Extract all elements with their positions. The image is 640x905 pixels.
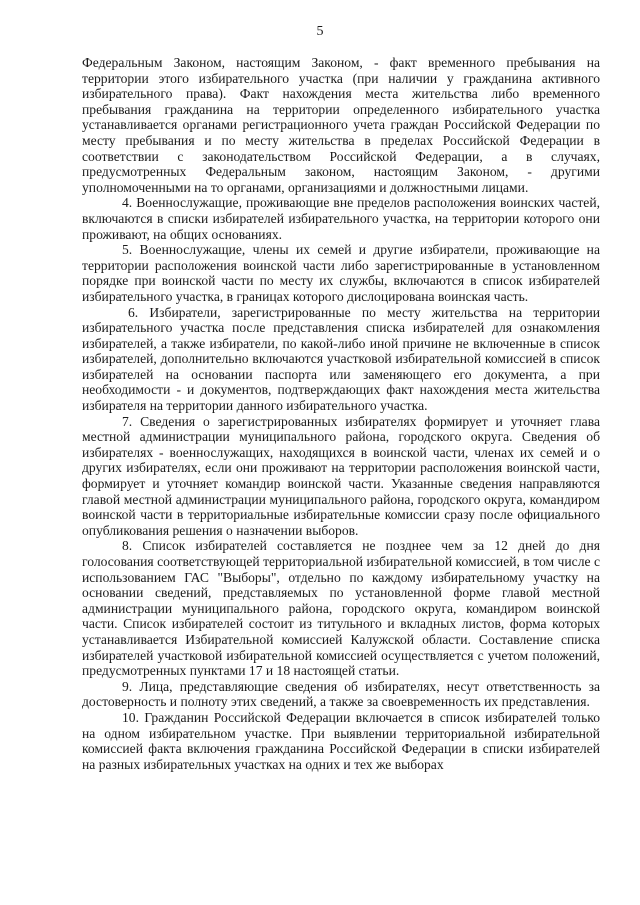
paragraph-item-10: 10. Гражданин Российской Федерации включается в список избирателей только на одном избирательном участке. При выявлении территориальной избирательной комиссией факта включения гражданина Российской Федерации в списки избирателей на разных избирательных участках на одних и тех же выборах <box>82 709 600 772</box>
paragraph-item-7: 7. Сведения о зарегистрированных избирателях формирует и уточняет глава местной администрации муниципального района, городского округа. Сведения об избирателях - военнослужащих, находящихся в воинской части, членах их семей и о других избирателях, если они проживают на территории расположения воинской части, формирует и уточняет командир воинской части. Указанные сведения направляются главой местной администрации муниципального района, городского округа, командиром воинской части в территориальные избирательные комиссии сразу после официального опубликования решения о назначении выборов. <box>82 413 600 538</box>
paragraph-item-8: 8. Список избирателей составляется не позднее чем за 12 дней до дня голосования соответствующей территориальной избирательной комиссией, в том числе с использованием ГАС "Выборы", отдельно по каждому избирательному участку на основании сведений, представляемых по установленной форме главой местной администрации муниципального района, городского округа, командиром воинской части. Список избирателей состоит из титульного и вкладных листов, форма которых устанавливается Избирательной комиссией Калужской области. Составление списка избирателей участковой избирательной комиссией осуществляется с учетом положений, предусмотренных пунктами 17 и 18 настоящей статьи. <box>82 538 600 679</box>
paragraph-item-5: 5. Военнослужащие, члены их семей и другие избиратели, проживающие на территории расположения воинской части либо зарегистрированные в установленном порядке при воинской части по месту их службы, включаются в список избирателей избирательного участка, в границах которого дислоцирована воинская часть. <box>82 242 600 304</box>
document-body <box>82 55 600 772</box>
paragraph-item-9: 9. Лица, представляющие сведения об избирателях, несут ответственность за достоверность и полноту этих сведений, а также за своевременность их представления. <box>82 678 600 710</box>
paragraph-continuation: Федеральным Законом, настоящим Законом, - факт временного пребывания на территории этого избирательного участка (при наличии у гражданина активного избирательного права). Факт нахождения места жительства либо временного пребывания гражданина на территории определенного избирательного участка устанавливается органами регистрационного учета граждан Российской Федерации по месту пребывания и по месту жительства в пределах Российской Федерации в соответствии с законодательством Российской Федерации, а в случаях, предусмотренных Федеральным законом, настоящим Законом, - другими уполномоченными на то органами, организациями и должностными лицами. <box>82 55 600 195</box>
paragraph-item-6: 6. Избиратели, зарегистрированные по месту жительства на территории избирательного участка после представления списка избирателей для ознакомления избирателей, а также избиратели, по какой-либо иной причине не включенные в список избирателей, дополнительно включаются участковой избирательной комиссией в список избирателей на основании паспорта или заменяющего его документа, а при необходимости - и документов, подтверждающих факт нахождения места жительства избирателя на территории данного избирательного участка. <box>82 304 600 414</box>
page-number: 5 <box>316 24 324 39</box>
paragraph-item-4: 4. Военнослужащие, проживающие вне пределов расположения воинских частей, включаются в списки избирателей избирательного участка, на территории которого они проживают, на общих основаниях. <box>82 195 600 242</box>
